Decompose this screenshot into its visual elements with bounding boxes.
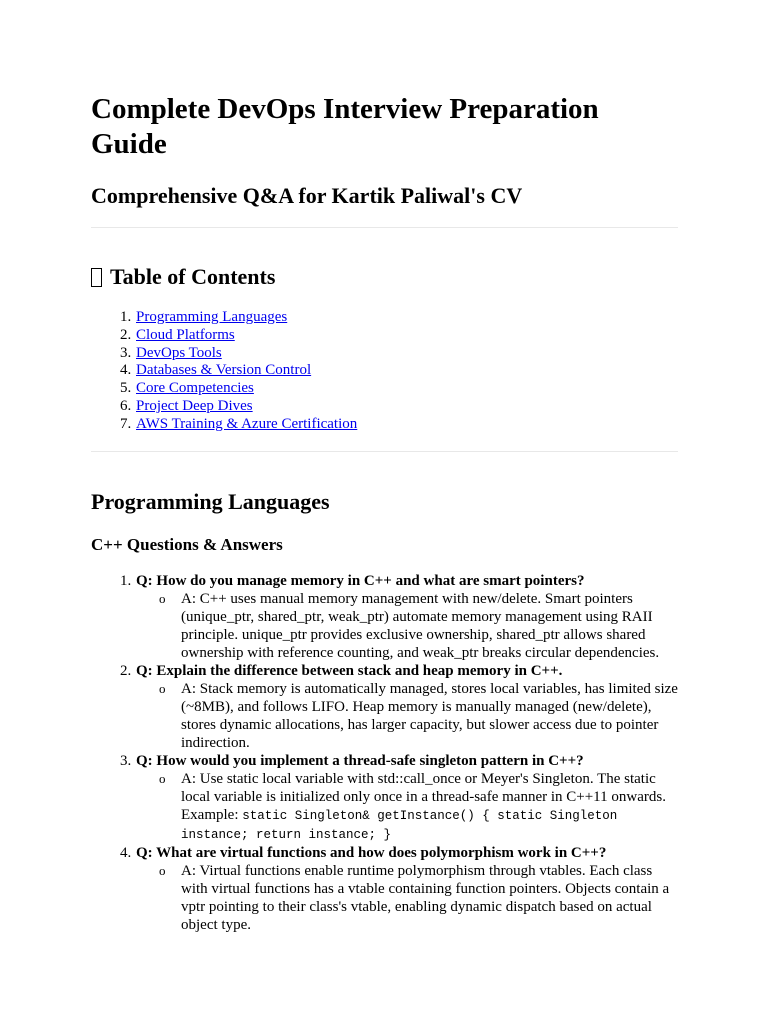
question-text: Q: Explain the difference between stack and heap memory in C++. xyxy=(136,663,563,679)
toc-item xyxy=(135,362,357,380)
toc-link-databases-version-control[interactable]: Databases & Version Control xyxy=(136,362,312,379)
answer-list xyxy=(136,862,678,934)
answer-item xyxy=(181,770,678,844)
toc-heading-label: Table of Contents xyxy=(110,264,276,289)
toc-link-devops-tools[interactable]: DevOps Tools xyxy=(136,344,222,361)
page-title: Complete DevOps Interview Preparation Guide xyxy=(91,93,599,160)
answer-text: o A: C++ uses manual memory management with new/delete. Smart pointers (unique_ptr, shared_ptr, weak_ptr) automate memory management using RAII principle. unique_ptr provides exclusive ownership, shared_ptr allows shared ownership with reference counting, and weak_ptr breaks circular dependencies. xyxy=(181,590,678,662)
toc-item xyxy=(135,345,357,363)
toc-heading xyxy=(91,264,275,290)
toc-item xyxy=(135,398,357,416)
page-subtitle: Comprehensive Q&A for Kartik Paliwal's CV xyxy=(91,183,523,208)
qa-item xyxy=(135,752,678,844)
toc-item xyxy=(135,380,357,398)
section-subheading: C++ Questions & Answers xyxy=(91,535,283,554)
qa-item xyxy=(135,572,678,662)
qa-item xyxy=(135,844,678,934)
question-text: Q: How do you manage memory in C++ and what are smart pointers? xyxy=(136,573,585,589)
toc-item xyxy=(135,416,357,434)
divider xyxy=(91,227,678,228)
toc-link-cloud-platforms[interactable]: Cloud Platforms xyxy=(136,326,235,343)
book-icon xyxy=(91,268,102,287)
toc-item xyxy=(135,309,357,327)
toc-link-project-deep-dives[interactable]: Project Deep Dives xyxy=(136,397,253,414)
answer-list xyxy=(136,770,678,844)
toc-link-aws-azure[interactable]: AWS Training & Azure Certification xyxy=(136,415,358,432)
table-of-contents xyxy=(91,309,357,434)
code-snippet: static Singleton& getInstance() { static Singleton instance; return instance; } xyxy=(181,809,618,842)
toc-link-programming-languages[interactable]: Programming Languages xyxy=(136,309,288,325)
toc-item xyxy=(135,327,357,345)
section-heading: Programming Languages xyxy=(91,489,330,514)
answer-list xyxy=(136,590,678,662)
answer-text: o A: Stack memory is automatically managed, stores local variables, has limited size (~8MB), and follows LIFO. Heap memory is manually managed (new/delete), stores dynamic allocations, has larger capacity, but slower access due to pointer indirection. xyxy=(181,680,678,752)
divider xyxy=(91,451,678,452)
document-content xyxy=(91,92,678,933)
answer-text: o A: Virtual functions enable runtime polymorphism through vtables. Each class with virtual functions has a vtable containing function pointers. Objects contain a vptr pointing to their class's vtable, enabling dynamic dispatch based on actual object type. xyxy=(181,862,678,934)
question-text: Q: How would you implement a thread-safe singleton pattern in C++? xyxy=(136,753,584,769)
answer-text: A: Use static local variable with std::call_once or Meyer's Singleton. The static local variable is initialized only once in a thread-safe manner in C++11 onwards. Example: xyxy=(181,771,666,823)
answer-list xyxy=(136,680,678,752)
question-text: Q: What are virtual functions and how does polymorphism work in C++? xyxy=(136,845,607,861)
qa-item xyxy=(135,662,678,752)
toc-link-core-competencies[interactable]: Core Competencies xyxy=(136,380,254,397)
qa-list xyxy=(91,572,678,934)
